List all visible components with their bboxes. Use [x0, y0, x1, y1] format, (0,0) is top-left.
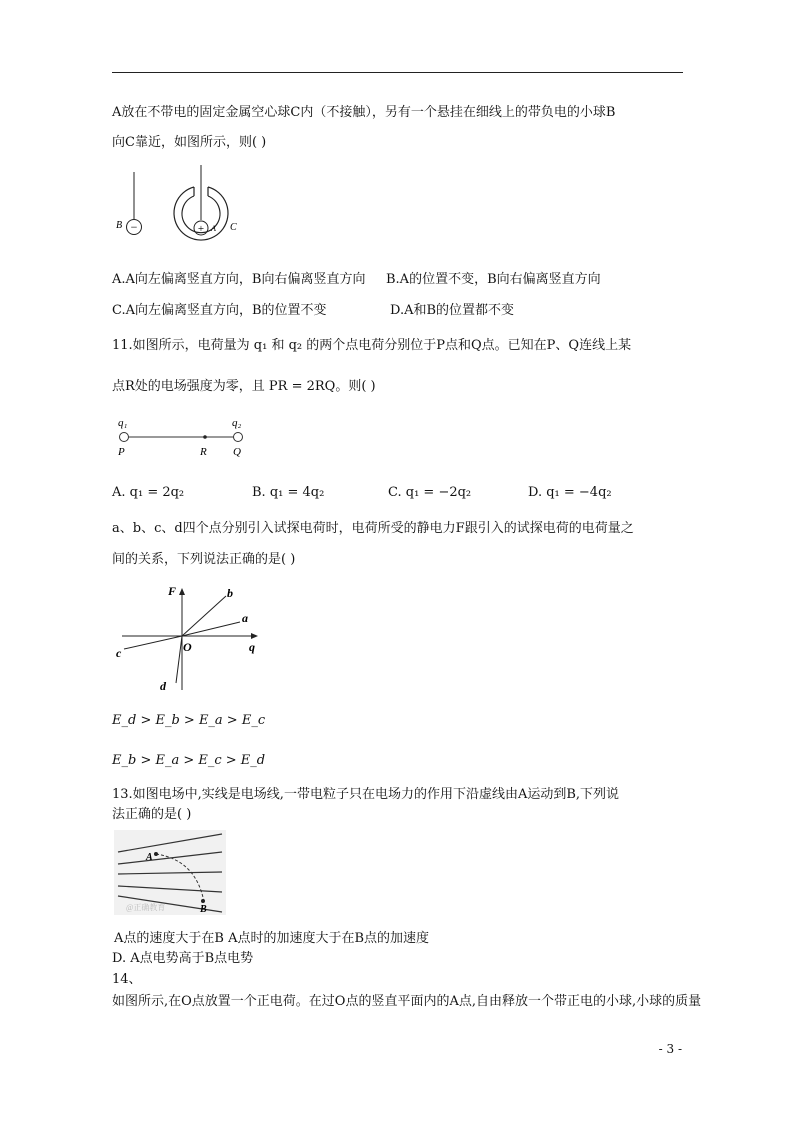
q12-label-f: F	[168, 584, 177, 598]
q12-label-c: c	[116, 646, 122, 660]
q10-option-b: B.A的位置不变，B向右偏离竖直方向	[386, 272, 601, 287]
q13-watermark: @正确教育	[126, 903, 166, 912]
q10-line1: A放在不带电的固定金属空心球C内（不接触），另有一个悬挂在细线上的带负电的小球B	[112, 105, 616, 120]
q12-figure	[112, 580, 272, 695]
q12-label-a: a	[242, 611, 248, 625]
q10-line2: 向C靠近，如图所示，则( )	[112, 135, 267, 150]
q10-label-b: B	[116, 220, 123, 231]
q14-line1: 如图所示,在O点放置一个正电荷。在过O点的竖直平面内的A点,自由释放一个带正电的小球,小球的质量	[112, 994, 702, 1009]
q13-label-a: A	[146, 852, 153, 863]
q10-figure	[112, 162, 252, 262]
q12-label-b: b	[227, 586, 233, 600]
q11-figure	[112, 415, 262, 461]
q12-line2: 间的关系，下列说法正确的是( )	[112, 552, 296, 567]
q10-option-d: D.A和B的位置都不变	[390, 303, 515, 318]
q13-line1: 13.如图电场中,实线是电场线,一带电粒子只在电场力的作用下沿虚线由A运动到B,下列说	[112, 787, 620, 802]
q11-option-d: D. q₁ = −4q₂	[528, 485, 612, 500]
q12-option-2: E_b > E_a > E_c > E_d	[112, 753, 266, 768]
q11-label-q2: q₂	[232, 417, 242, 429]
q11-label-p: P	[118, 446, 125, 458]
q10-minus-sign: −	[130, 220, 138, 234]
q13-label-b: B	[200, 904, 207, 915]
q13-figure	[114, 830, 226, 915]
q12-label-o: O	[183, 640, 192, 654]
q14-number: 14、	[112, 972, 142, 987]
q11-option-b: B. q₁ = 4q₂	[252, 485, 325, 500]
header-rule	[112, 72, 683, 73]
q11-label-r: R	[200, 446, 207, 458]
q10-label-a: A	[211, 224, 216, 233]
q10-option-a: A.A向左偏离竖直方向，B向右偏离竖直方向	[112, 272, 366, 287]
q11-line1: 11.如图所示，电荷量为 q₁ 和 q₂ 的两个点电荷分别位于P点和Q点。已知在P、Q连线上某	[112, 338, 632, 353]
q13-option-d: D. A点电势高于B点电势	[112, 951, 254, 966]
q11-label-q: Q	[233, 446, 241, 458]
q10-option-c: C.A向左偏离竖直方向，B的位置不变	[112, 303, 327, 318]
q13-line2: 法正确的是( )	[112, 807, 192, 822]
q10-plus-sign: +	[197, 223, 205, 235]
q12-line1: a、b、c、d四个点分别引入试探电荷时，电荷所受的静电力F跟引入的试探电荷的电荷量之	[112, 521, 634, 536]
q11-option-c: C. q₁ = −2q₂	[388, 485, 472, 500]
q10-label-c: C	[230, 222, 237, 233]
q11-line2: 点R处的电场强度为零，且 PR = 2RQ。则( )	[112, 379, 376, 394]
q11-label-q1: q₁	[118, 417, 128, 429]
q11-option-a: A. q₁ = 2q₂	[112, 485, 185, 500]
q13-option-1: A点的速度大于在B A点时的加速度大于在B点的加速度	[114, 931, 430, 946]
q12-label-q: q	[249, 640, 255, 654]
q12-option-1: E_d > E_b > E_a > E_c	[112, 713, 266, 728]
page-number: - 3 -	[658, 1042, 682, 1056]
q12-label-d: d	[160, 679, 166, 693]
